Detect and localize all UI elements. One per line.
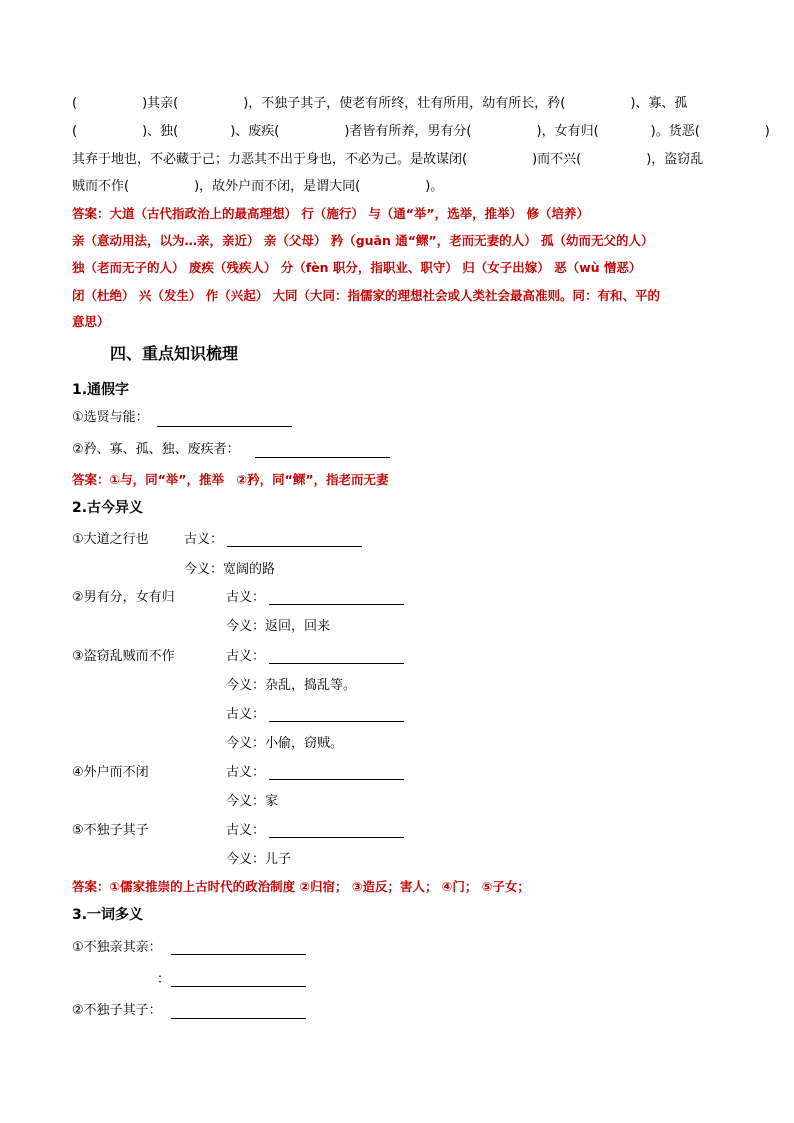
tongjia-answer-blank-1[interactable] — [157, 426, 292, 427]
gujin-item-5-gu: 古义： — [226, 823, 266, 838]
gujin-item-4-jin: 今义：家 — [226, 794, 279, 809]
tongjia-question-1: ①选贤与能： — [72, 410, 149, 425]
gujin-item-4-gu: 古义： — [226, 765, 266, 780]
gujin-item-1-gu: 古义： — [184, 532, 224, 547]
tongjia-answer: 答案：①与，同“举”，推举 ②矜，同“鳏”，指老而无妻 — [72, 472, 389, 487]
tongjia-question-2: ②矜、寡、孤、独、废疾者： — [72, 442, 240, 457]
passage-line-3: 其弃于地也，不必藏于己；力恶其不出于身也，不必为己。是故谋闭( )而不兴( )，盗窃乱 — [72, 152, 704, 167]
subsection-title-gujin: 2.古今异义 — [72, 500, 144, 516]
yici-answer-blank-1b[interactable] — [171, 986, 306, 987]
gujin-item-3-gu-2: 古义： — [226, 707, 266, 722]
gujin-item-2-gu: 古义： — [226, 590, 266, 605]
gujin-item-3-label: ③盗窃乱贼而不作 — [72, 649, 175, 664]
passage-line-4: 贼而不作( )，故外户而不闭，是谓大同( )。 — [72, 179, 444, 194]
yici-question-1b: ： — [157, 972, 171, 987]
gujin-answer: 答案：①儒家推崇的上古时代的政治制度 ②归宿； ③造反；害人； ④门； ⑤子女； — [72, 879, 530, 894]
answer-line-5: 意思） — [72, 314, 110, 329]
yici-question-2: ②不独子其子： — [72, 1003, 162, 1018]
gujin-item-5-label: ⑤不独子其子 — [72, 823, 149, 838]
gujin-item-3-gu-1: 古义： — [226, 649, 266, 664]
gujin-item-1-jin: 今义：宽阔的路 — [184, 562, 276, 577]
gujin-item-3-jin-2: 今义：小偷，窃贼。 — [226, 736, 344, 751]
yici-answer-blank-2[interactable] — [171, 1018, 306, 1019]
gujin-item-3-blank-1[interactable] — [269, 663, 404, 664]
gujin-item-5-jin: 今义：儿子 — [226, 852, 292, 867]
gujin-item-2-blank[interactable] — [269, 604, 404, 605]
gujin-item-1-label: ①大道之行也 — [72, 532, 149, 547]
yici-answer-blank-1a[interactable] — [171, 954, 306, 955]
tongjia-answer-blank-2[interactable] — [255, 457, 390, 458]
gujin-item-5-blank[interactable] — [269, 837, 404, 838]
answer-line-1: 答案：大道（古代指政治上的最高理想） 行（施行） 与（通“举”，选举，推举） 修（培养） — [72, 206, 589, 221]
passage-line-2: ( )、独( )、废疾( )者皆有所养，男有分( )，女有归( )。货恶( ) — [72, 124, 770, 139]
gujin-item-3-jin-1: 今义：杂乱，捣乱等。 — [226, 678, 357, 693]
answer-line-4: 闭（杜绝） 兴（发生） 作（兴起） 大同（大同：指儒家的理想社会或人类社会最高准则。同：有和、平的 — [72, 288, 661, 303]
subsection-title-tongjia: 1.通假字 — [72, 382, 130, 398]
subsection-title-yici: 3.一词多义 — [72, 907, 144, 923]
gujin-item-4-blank[interactable] — [269, 779, 404, 780]
gujin-item-1-blank[interactable] — [227, 546, 362, 547]
gujin-item-3-blank-2[interactable] — [269, 721, 404, 722]
yici-question-1: ①不独亲其亲： — [72, 940, 162, 955]
answer-line-3: 独（老而无子的人） 废疾（残疾人） 分（fèn 职分，指职业、职守） 归（女子出嫁） 恶（wù 憎恶） — [72, 260, 642, 275]
section-title: 四、重点知识梳理 — [110, 344, 239, 363]
gujin-item-4-label: ④外户而不闭 — [72, 765, 149, 780]
gujin-item-2-jin: 今义：返回，回来 — [226, 619, 331, 634]
answer-line-2: 亲（意动用法，以为…亲，亲近） 亲（父母） 矜（guān 通“鳏”，老而无妻的人） 孤（幼而无父的人） — [72, 233, 654, 248]
gujin-item-2-label: ②男有分，女有归 — [72, 590, 175, 605]
passage-line-1: ( )其亲( )，不独子其子，使老有所终，壮有所用，幼有所长，矜( )、寡、孤 — [72, 96, 688, 111]
